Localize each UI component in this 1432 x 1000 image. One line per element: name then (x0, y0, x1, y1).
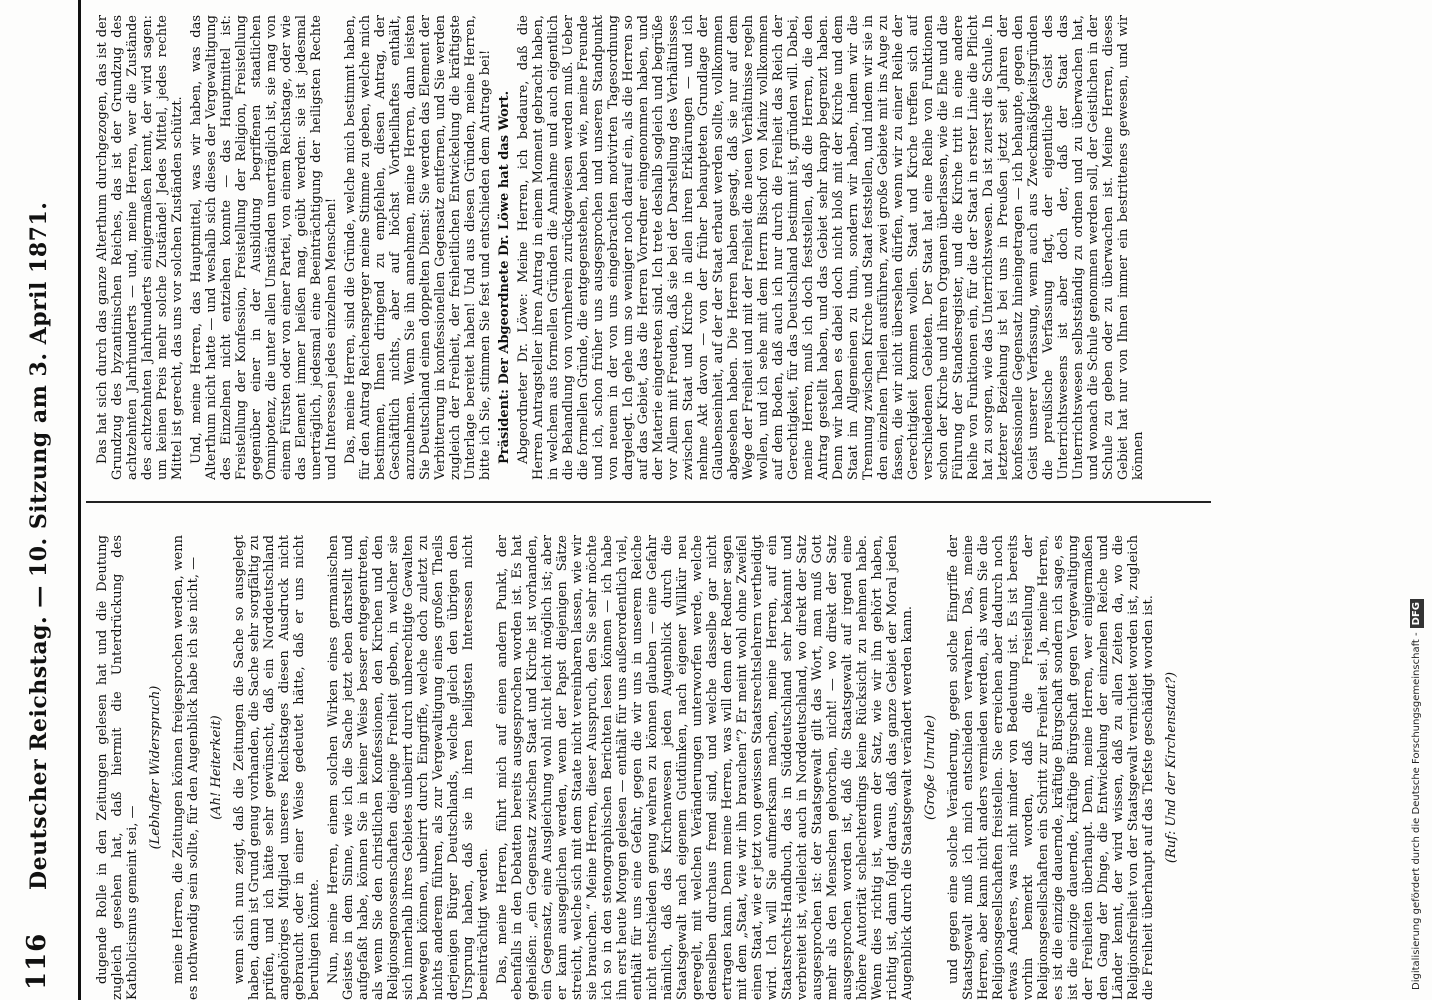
right-text-column (95, 15, 1205, 480)
paragraph: Und, meine Herren, das Hauptmittel, was wir haben, was das Alterthum nicht hatte — und weshalb sich dieses der Vergewaltigung des Einzelnen nicht entziehen konnte — das Hauptmittel ist: Freistellung der Konfession, Freistellung der Religion, Freistellung gegenüber einer in der Ausbildung begriffenen staatlichen Omnipotenz, die unter allen Umständen unerträglich ist, sie mag von einem Fürsten oder von einer Partei, von einem Reichstage, oder wie das Element immer heißen mag, geübt werden: sie ist jedesmal unerträglich, jedesmal eine Beeinträchtigung der heiligsten Rechte und Interessen jedes einzelnen Menschen! (189, 15, 339, 480)
paragraph: meine Herren, die Zeitungen können freigesprochen werden, wenn es nothwendig sein sollte, für den Augenblick habe ich sie nicht, — (171, 535, 201, 1000)
interjection: (Ruf: Und der Kirchenstaat?) (1164, 671, 1179, 864)
interjection: (Ah! Heiterkeit) (209, 715, 224, 820)
page-number: 116 (22, 932, 52, 990)
paragraph: und gegen eine solche Veränderung, gegen solche Eingriffe der Staatsgewalt muß ich mich entschieden verwahren. Das, meine Herren, aber kann nicht anders vermieden werden, als wenn Sie die Religionsgesellschaften freistellen. Sie erreichen aber dadurch noch etwas Anderes, was nicht minder von Bedeutung ist. Es ist bereits vorhin bemerkt worden, daß die Freistellung der Religionsgesellschaften ein Schritt zur Freiheit sei. Ja, meine Herren, es ist die einzige dauernde, kräftige Bürgschaft sondern ich sage, es ist die einzige dauernde, kräftige Bürgschaft gegen Vergewaltigung der Freiheiten überhaupt. Denn, meine Herren, wer einigermaßen den Gang der Dinge, die Entwickelung der einzelnen Reiche und Länder kennt, der wird wissen, daß zu allen Zeiten da, wo die Religionsfreiheit von der Staatsgewalt vernichtet worden ist, zugleich die Freiheit überhaupt auf das Tiefste geschädigt worden ist. (946, 535, 1156, 1000)
dfg-notice-text (1407, 10, 1427, 990)
paragraph: Abgeordneter Dr. Löwe: Meine Herren, ich bedaure, daß die Herren Antragsteller ihren Antrag in einem Moment gebracht haben, in welchem aus formellen Gründen die Annahme und auch eigentlich die Behandlung von vornherein zurückgewiesen werden muß. Ueber die formellen Gründe, die entgegenstehen, haben wie, meine Freunde und ich, schon früher uns ausgesprochen und unseren Standpunkt von neuem in der von uns eingebrachten motivirten Tagesordnung dargelegt. Ich gehe um so weniger noch darauf ein, als die Herren so auf das Gebiet, das die Herren Vorredner eingenommen haben, und der Materie eingetreten sind. Ich trete deshalb sogleich und begrüße vor Allem mit Freuden, daß sie bei der Darstellung des Verhältnisses zwischen Staat und Kirche in allen ihren Erklärungen — und ich nehme Akt davon — von der früher behaupteten Grundlage der Glaubenseinheit, auf der der Staat erbaut werden sollte, vollkommen abgesehen haben. Die Herren haben gesagt, daß sie nur auf dem Wege der Freiheit und mit der Freiheit die neuen Verhältnisse regeln wollen, und ich sehe mit dem Herrn Bischof von Mainz vollkommen auf dem Boden, daß auch ich nur durch die Freiheit das Reich der Gerechtigkeit, für das Deutschland bestimmt ist, gründen will. Dabei, meine Herren, muß ich doch feststellen, daß die Herren, die den Antrag gestellt haben, und das Gebiet sehr knapp begrenzt haben. Denn wir haben es dabei doch nicht bloß mit der Kirche und dem Staat im Allgemeinen zu thun, sondern wir haben, indem wir die Trennung zwischen Kirche und Staat feststellen, und indem wir sie in den einzelnen Theilen ausführen, zwei große Gebiete mit ins Auge zu fassen, die wir nicht übersehen dürfen, wenn wir zu einer Reihe der Gerechtigkeit kommen wollen. Staat und Kirche treffen sich auf verschiedenen Gebieten. Der Staat hat eine Reihe von Funktionen schon der Kirche und ihren Organen überlassen, wie die Ehe und die Führung der Standesregister, und die Kirche tritt in eine andere Reihe von Funktionen ein, für die der Staat in erster Linie die Pflicht hat zu sorgen, wie das Unterrichtswesen. Da ist zuerst die Schule. In letzterer Beziehung ist bei uns in Preußen jetzt seit Jahren der konfessionelle Gegensatz hineingetragen — ich behaupte, gegen den Geist unserer Verfassung, wenn auch aus Zweckmäßigkeitsgründen die preußische Verfassung fagt, der eigentliche Geist des Unterrichtswesens ist aber doch der, daß der Staat das Unterrichtswesen selbstständig zu ordnen und zu überwachen hat, und wonach die Schule genommen werden soll, der Geistlichen in der Schule zu geben oder zu überwachen ist. Meine Herren, dieses Gebiet hat nur von Ihnen immer ein bestrittenes gewesen, und wir können (516, 15, 1146, 480)
left-text-column (95, 535, 1205, 1000)
header-rule (78, 0, 81, 1000)
paragraph: Nun, meine Herren, einem solchen Wirken eines germanischen Geistes in dem Sinne, wie ich die Sache jetzt eben darstellt und aufgefaßt habe, können Sie in keiner Weise besser entgegentreten, als wenn Sie den christlichen Konfessionen, den Kirchen und den Religionsgenossenschaften diejenige Freiheit geben, in welcher sie sich innerhalb ihres Gebietes unbeirrt durch unberechtigte Gewalten bewegen können, unbeirrt durch Eingriffe, welche doch zuletzt zu nichts anderem führen, als zur Vergewaltigung eines großen Theils derjenigen Bürger Deutschlands, welche gleich den übrigen den Ursprung haben, daß sie in ihren heiligsten Interessen nicht beeinträchtigt werden. (326, 535, 491, 1000)
dfg-logo-badge: DFG (1410, 599, 1424, 628)
speaker-line: Präsident: Der Abgeordnete Dr. Löwe hat das Wort. (497, 90, 512, 464)
dfg-notice-label: Digitalisierung gefördert durch die Deutsche Forschungsgemeinschaft - (1411, 632, 1422, 990)
dfg-notice (1407, 10, 1427, 990)
interjection: (Große Unruhe) (923, 714, 938, 821)
column-divider (86, 501, 1211, 503)
interjection: (Lebhafter Widerspruch) (148, 685, 163, 850)
paragraph: Das hat sich durch das ganze Alterthum durchgezogen, das ist der Grundzug des byzantinischen Reiches, das ist der Grundzug des achtzehnten Jahrhunderts — und, meine Herren, wer die Zustände des achtzehnten Jahrhunderts einigermaßen kennt, der wird sagen: um keinen Preis mehr solche Zustände! Jedes Mittel, jedes rechte Mittel ist gerecht, das uns vor solchen Zuständen schützt. (95, 15, 185, 480)
running-header: Deutscher Reichstag. — 10. Sitzung am 3. April 1871. (26, 201, 52, 890)
paragraph: dugende Rolle in den Zeitungen gelesen hat und die Deutung zugleich gesehen hat, daß hiermit die Unterdrückung des Katholicismus gemeint sei, — (95, 535, 140, 1000)
paragraph: wenn sich nun zeigt, daß die Zeitungen die Sache so ausgelegt haben, dann ist Grund genug vorhanden, die Sache sehr sorgfältig zu prüfen, und ich hätte sehr gewünscht, daß ein Norddeutschland angehöriges Mitglied unseres Reichstages diesen Ausdruck nicht gebraucht oder in einer Weise gedeutet hätte, daß er uns nicht beruhigen könnte. (232, 535, 322, 1000)
paragraph: Das, meine Herren, sind die Gründe, welche mich bestimmt haben, für den Antrag Reichensperger meine Stimme zu geben, welche mich bestimmen, Ihnen dringend zu empfehlen, diesen Antrag, der Geschäftlich nichts, aber auf höchst Vortheilhaftes enthält, anzunehmen. Wenn Sie ihn annehmen, meine Herren, dann leisten Sie Deutschland einen doppelten Dienst: Sie werden das Element der Verbitterung in konfessionellen Gegensatz entfernen, und Sie werden zugleich der Freiheit, der freiheitlichen Entwickelung die kräftigste Unterlage bereitet haben! Und aus diesen Gründen, meine Herren, bitte ich Sie, stimmen Sie fest und entschieden dem Antrage bei! (343, 15, 493, 480)
paragraph: Das, meine Herren, führt mich auf einen andern Punkt, der ebenfalls in den Debatten bereits ausgesprochen worden ist. Es hat geheißen: „ein Gegensatz zwischen Staat und Kirche ist vorhanden, ein Gegensatz, eine Ausgleichung wohl nicht leicht möglich ist; aber er kann ausgeglichen werden, wenn der Papst diejenigen Sätze streicht, welche sich mit dem Staate nicht vereinbaren lassen, wie wir sie brauchen.“ Meine Herren, dieser Ausspruch, den Sie sehr möchte ich so in den stenographischen Berichten lesen können — ich habe ihn erst heute Morgen gelesen — enthält für uns außerordentlich viel, enthält für uns eine Gefahr, gegen die wir uns in unserem Reiche nicht entschieden genug wehren zu können glauben — eine Gefahr nämlich, daß das Kirchenwesen jeden Augenblick durch die Staatsgewalt nach eigenem Gutdünken, nach eigener Willkür neu geregelt, mit welchen Veränderungen unterworfen werde, welche denselben durchaus fremd sind, und welche dasselbe gar nicht ertragen kann. Denn meine Herren, was will denn der Redner sagen mit dem „Staat, wie wir ihn brauchen“? Er meint wohl ohne Zweifel einen Staat, wie er jetzt von gewissen Staatsrechtslehrern vertheidigt wird. Ich will Sie aufmerksam machen, meine Herren, auf ein Staatsrechts-Handbuch, das in Süddeutschland sehr bekannt und verbreitet ist, vielleicht auch in Norddeutschland, wo direkt der Satz ausgesprochen ist: der Staatsgewalt gilt das Wort, man muß Gott mehr als den Menschen gehorchen, nicht! — wo direkt der Satz ausgesprochen worden ist, daß die Staatsgewalt auf irgend eine höhere Autorität schlechterdings keine Rücksicht zu nehmen habe. Wenn dies richtig ist, wenn der Satz, wie wir ihn gehört haben, richtig ist, dann folgt daraus, daß das ganze Gebiet der Moral jeden Augenblick durch die Staatsgewalt verändert werden kann. (495, 535, 915, 1000)
